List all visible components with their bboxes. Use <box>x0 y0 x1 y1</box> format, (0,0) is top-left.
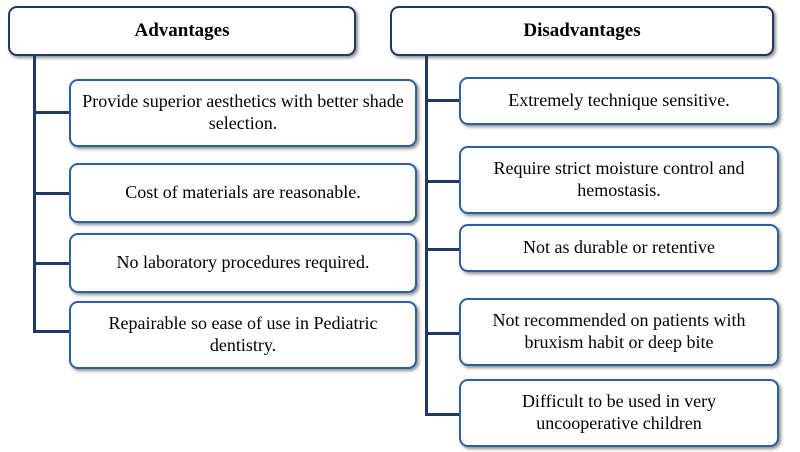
advantages-branch-3 <box>33 262 69 265</box>
advantages-item-2 <box>69 163 417 223</box>
disadvantages-item-4 <box>459 298 779 366</box>
disadvantages-branch-3 <box>425 248 459 251</box>
disadvantages-item-1-label: Extremely technique sensitive. <box>508 90 730 111</box>
advantages-item-2-label: Cost of materials are reasonable. <box>125 182 361 203</box>
disadvantages-item-2 <box>459 146 779 214</box>
disadvantages-item-4-label: Not recommended on patients with bruxism habit or deep bite <box>492 310 746 352</box>
advantages-item-4 <box>69 301 417 369</box>
disadvantages-branch-4 <box>425 332 459 335</box>
advantages-header-label: Advantages <box>134 20 230 42</box>
advantages-branch-4 <box>33 330 69 333</box>
disadvantages-branch-1 <box>425 99 459 102</box>
disadvantages-item-3 <box>459 224 779 272</box>
disadvantages-item-5 <box>459 379 779 447</box>
advantages-item-4-label: Repairable so ease of use in Pediatric dentistry. <box>108 313 378 355</box>
disadvantages-item-2-label: Require strict moisture control and hemostasis. <box>493 158 745 200</box>
advantages-branch-2 <box>33 192 69 195</box>
disadvantages-branch-5 <box>425 413 459 416</box>
advantages-header <box>8 6 356 56</box>
disadvantages-header <box>390 6 774 56</box>
advantages-item-3-label: No laboratory procedures required. <box>116 252 370 273</box>
advantages-item-3 <box>69 233 417 293</box>
advantages-item-1 <box>69 79 417 147</box>
disadvantages-item-3-label: Not as durable or retentive <box>523 237 715 258</box>
disadvantages-header-label: Disadvantages <box>523 20 641 42</box>
disadvantages-branch-2 <box>425 180 459 183</box>
advantages-branch-1 <box>33 111 69 114</box>
disadvantages-item-5-label: Difficult to be used in very uncooperative children <box>521 391 717 433</box>
advantages-item-1-label: Provide superior aesthetics with better shade selection. <box>82 91 404 133</box>
disadvantages-item-1 <box>459 77 779 125</box>
disadvantages-trunk <box>425 56 428 416</box>
